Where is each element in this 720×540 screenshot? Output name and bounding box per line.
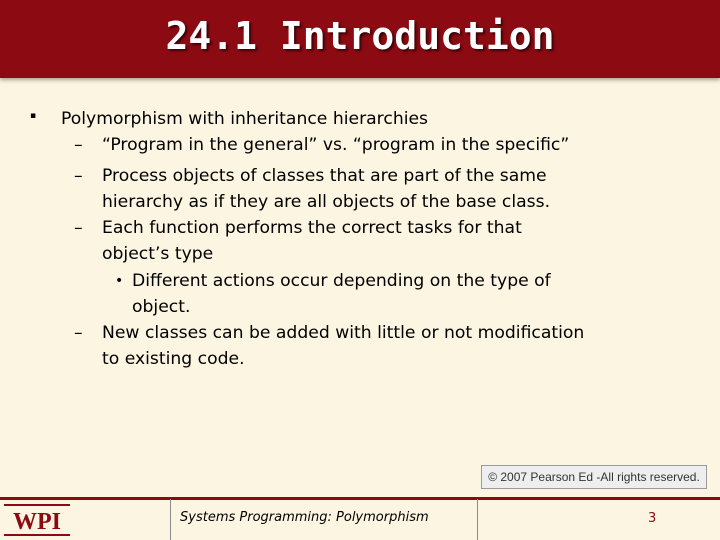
- copyright-notice: © 2007 Pearson Ed -All rights reserved.: [481, 465, 707, 489]
- sub-bullet-continuation: object’s type: [102, 244, 214, 264]
- title-bar: [0, 0, 720, 78]
- main-bullet-text: Polymorphism with inheritance hierarchies: [61, 109, 429, 129]
- sub-bullet-text: Process objects of classes that are part of the same: [102, 166, 547, 186]
- sub-sub-bullet-text: Different actions occur depending on the type of: [132, 271, 551, 291]
- footer-separator: [477, 499, 478, 540]
- footer-divider: [0, 497, 720, 500]
- main-bullet-icon: ▪: [30, 111, 37, 121]
- sub-bullet-text: Each function performs the correct tasks for that: [102, 218, 522, 238]
- sub-sub-bullet-continuation: object.: [132, 297, 191, 317]
- sub-bullet-continuation: to existing code.: [102, 349, 245, 369]
- bullet-icon: •: [115, 273, 124, 289]
- slide-title: 24.1 Introduction: [165, 14, 555, 58]
- sub-bullet-text: New classes can be added with little or not modification: [102, 323, 585, 343]
- page-number: 3: [648, 511, 657, 526]
- logo-text: WPI: [13, 509, 61, 535]
- sub-bullet-text: “Program in the general” vs. “program in the specific”: [102, 135, 570, 155]
- wpi-logo: [4, 503, 70, 537]
- footer-separator: [170, 499, 171, 540]
- dash-icon: –: [74, 218, 83, 238]
- sub-bullet-continuation: hierarchy as if they are all objects of the base class.: [102, 192, 551, 212]
- dash-icon: –: [74, 323, 83, 343]
- dash-icon: –: [74, 135, 83, 155]
- dash-icon: –: [74, 166, 83, 186]
- footer-course-title: Systems Programming: Polymorphism: [180, 510, 429, 525]
